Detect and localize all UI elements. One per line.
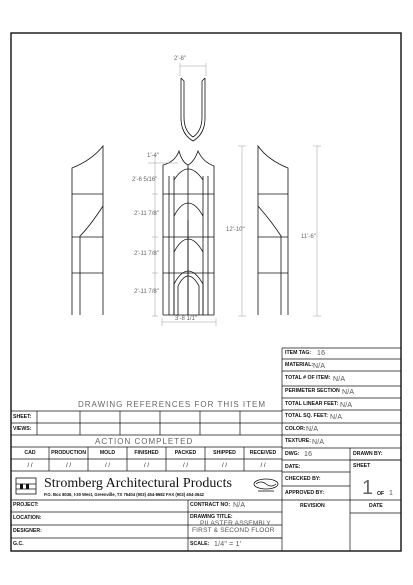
item-tag-label: ITEM TAG:	[285, 350, 312, 356]
status-received-date[interactable]: / /	[260, 463, 266, 469]
texture-label: TEXTURE:	[285, 438, 311, 444]
total-items-label: TOTAL # OF ITEM:	[285, 375, 331, 381]
status-received: RECEIVED	[249, 450, 277, 456]
dim-top-width: 2'-8"	[174, 56, 186, 62]
dim-overall-height: 12'-10"	[226, 227, 245, 233]
scale-value: 1/4" = 1'	[214, 541, 242, 548]
dim-row-2: 2'-11 7/8"	[134, 211, 159, 217]
project-label: PROJECT:	[13, 502, 39, 508]
action-completed-header: ACTION COMPLETED	[95, 437, 194, 446]
revision-date-label: DATE	[369, 503, 383, 509]
status-packed: PACKED	[174, 450, 197, 456]
dwg-value: 16	[304, 451, 313, 458]
company-name: Stromberg Architectural Products	[44, 476, 232, 491]
linear-feet-value: N/A	[340, 402, 353, 409]
perimeter-value: N/A	[342, 389, 355, 396]
front-elevation	[163, 151, 214, 315]
left-elevation	[72, 146, 103, 315]
sheet-of-label: OF	[377, 491, 385, 497]
drawing-title-line-1: PILASTER ASSEMBLY	[200, 520, 271, 527]
dim-row-4: 2'-11 7/8"	[134, 289, 159, 295]
status-finished-date[interactable]: / /	[143, 463, 149, 469]
dim-row-1: 2'-6 5/16"	[132, 177, 158, 183]
scale-label: SCALE:	[190, 541, 210, 547]
status-packed-date[interactable]: / /	[182, 463, 188, 469]
dim-base-width: 3'-8 1/1"	[175, 316, 197, 322]
drawing-title-label: DRAWING TITLE:	[190, 514, 233, 520]
sheet-number: 1	[362, 477, 374, 499]
designer-label: DESIGNER:	[13, 528, 42, 534]
status-shipped-date[interactable]: / /	[221, 463, 227, 469]
linear-feet-label: TOTAL LINEAR FEET:	[285, 401, 339, 407]
approved-by-label: APPROVED BY:	[285, 490, 325, 496]
drawing-title-line-2: FIRST & SECOND FLOOR	[192, 527, 275, 534]
gc-label: G.C.	[13, 541, 24, 547]
dim-side-height: 11'-6"	[301, 234, 316, 240]
date-label: DATE:	[285, 464, 301, 470]
references-views-label: VIEWS:	[13, 426, 32, 432]
company-address: P.O. Box 8036, I-30 West, Greenville, TX 75404 (903) 454-8682 FAX (903) 454-3642	[44, 492, 204, 497]
references-header: DRAWING REFERENCES FOR THIS ITEM	[78, 400, 267, 409]
revision-label: REVISION	[300, 503, 325, 509]
contract-label: CONTRACT NO:	[190, 502, 231, 508]
status-shipped: SHIPPED	[213, 450, 236, 456]
drawn-by-label: DRAWN BY:	[353, 451, 383, 457]
status-production: PRODUCTION	[51, 450, 86, 456]
section-profile	[181, 78, 205, 141]
checked-by-label: CHECKED BY:	[285, 476, 321, 482]
status-mold-date[interactable]: / /	[104, 463, 110, 469]
item-tag-value: 16	[317, 350, 326, 357]
texture-value: N/A	[312, 439, 325, 446]
sheet-label: SHEET	[353, 463, 371, 469]
dim-row-3: 2'-11 7/8"	[134, 251, 159, 257]
status-cad: CAD	[24, 450, 36, 456]
status-cad-date[interactable]: / /	[27, 463, 33, 469]
references-sheet-label: SHEET:	[13, 414, 32, 420]
right-elevation	[258, 146, 288, 315]
location-label: LOCATION:	[13, 515, 42, 521]
company-logo-mark-left	[16, 478, 36, 494]
company-logo-mark-right	[254, 479, 278, 491]
color-label: COLOR:	[285, 426, 306, 432]
color-value: N/A	[306, 426, 319, 433]
status-finished: FINISHED	[134, 450, 159, 456]
material-value: N/A	[313, 363, 326, 370]
sq-feet-value: N/A	[330, 414, 343, 421]
dim-crown-width: 1'-4"	[147, 153, 159, 159]
status-production-date[interactable]: / /	[65, 463, 71, 469]
material-label: MATERIAL:	[285, 362, 314, 368]
sheet-total: 1	[389, 490, 394, 497]
perimeter-label: PERIMETER SECTION	[285, 388, 340, 394]
status-mold: MOLD	[99, 450, 116, 456]
contract-value: N/A	[233, 502, 246, 509]
dwg-label: DWG:	[285, 451, 300, 457]
total-items-value: N/A	[333, 376, 346, 383]
sq-feet-label: TOTAL SQ. FEET:	[285, 413, 328, 419]
